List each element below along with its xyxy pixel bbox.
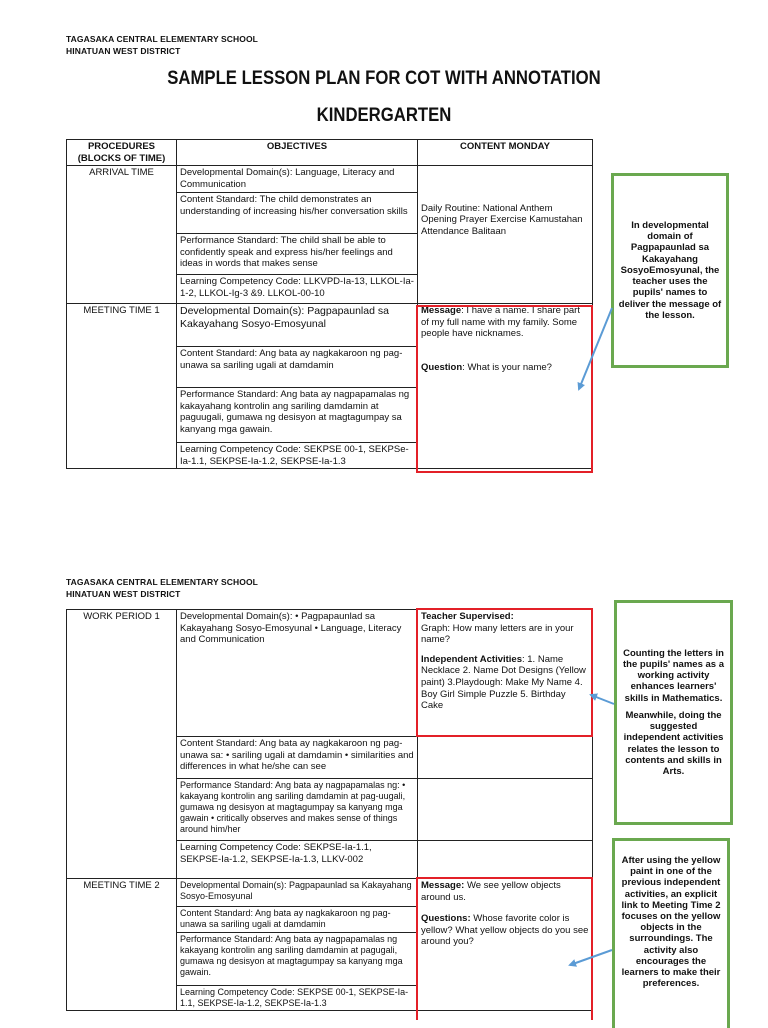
header-objectives: OBJECTIVES xyxy=(177,140,418,166)
objective-performance-standard: Performance Standard: Ang bata ay nagpapamalas ng: • kakayang kontrolin ang sariling damdamin at pag-uugali, gumawa ng desisyon at magtagumpay sa kanyang mga gawain • critically observes and makes sense of things around him/her xyxy=(177,779,418,841)
annotation-text-2b: Meanwhile, doing the suggested independent activities relates the lesson to contents and skills in Arts. xyxy=(623,709,724,777)
message-text: We see yellow objects around us. xyxy=(421,880,561,903)
procedure-meeting-time-2: MEETING TIME 2 xyxy=(67,879,177,1011)
page-title: SAMPLE LESSON PLAN FOR COT WITH ANNOTATION xyxy=(167,68,601,89)
objective-competency-code: Learning Competency Code: SEKPSE-Ia-1.1, SEKPSE-Ia-1.2, SEKPSE-Ia-1.3, LLKV-002 xyxy=(177,841,418,879)
independent-label: Independent Activities xyxy=(421,653,522,665)
questions-label: Questions: xyxy=(421,913,471,925)
district-name: HINATUAN WEST DISTRICT xyxy=(66,589,181,599)
procedure-arrival-time: ARRIVAL TIME xyxy=(67,166,177,304)
message-label: Message xyxy=(421,305,462,317)
page-subtitle: KINDERGARTEN xyxy=(316,105,452,126)
independent-text: : 1. Name Necklace 2. Name Dot Designs (Yellow paint) 3.Playdough: Make My Name 4. Boy Girl Simple Puzzle 5. Birthday Cake xyxy=(421,653,586,712)
objective-domain: Developmental Domain(s): Pagpapaunlad sa Kakayahang Sosyo-Emosyunal xyxy=(177,879,418,907)
objective-performance-standard: Performance Standard: Ang bata ay nagpapamalas ng kakayahang kontrolin ang sariling damdamin at paguugali, gumawa ng desisyon at magtagumpay sa kanyang mga gawain. xyxy=(177,388,418,443)
arrow-2 xyxy=(591,695,614,704)
question-label: Question xyxy=(421,361,463,373)
header-procedures: PROCEDURES (BLOCKS OF TIME) xyxy=(67,140,177,166)
arrow-3 xyxy=(570,950,612,965)
header-content: CONTENT MONDAY xyxy=(418,140,593,166)
objective-content-standard: Content Standard: The child demonstrates an understanding of increasing his/her conversation skills xyxy=(177,193,418,234)
objective-domain: Developmental Domain(s): Pagpapaunlad sa Kakayahang Sosyo-Emosyunal xyxy=(177,304,418,347)
school-name: TAGASAKA CENTRAL ELEMENTARY SCHOOL xyxy=(66,577,258,587)
district-name: HINATUAN WEST DISTRICT xyxy=(66,46,181,56)
annotation-text-1: In developmental domain of Pagpapaunlad sa Kakayahang SosyoEmosyunal, the teacher uses the pupils' names to deliver the message of the lesson. xyxy=(618,220,722,321)
procedure-work-period-1: WORK PERIOD 1 xyxy=(67,610,177,879)
annotation-text-3: After using the yellow paint in one of the previous independent activities, an explicit link to Meeting Time 2 focuses on the yellow objects in the surroundings. The activity also encourages the learners to make their preferences. xyxy=(621,855,721,990)
arrow-1 xyxy=(579,308,612,389)
objective-content-standard: Content Standard: Ang bata ay nagkakaroon ng pag-unawa sa: • sariling ugali at damdamin • similarities and differences in what he/she can see xyxy=(177,737,418,779)
objective-competency-code: Learning Competency Code: SEKPSE 00-1, SEKPSe-Ia-1.1, SEKPSE-Ia-1.2, SEKPSE-Ia-1.3 xyxy=(177,443,418,469)
questions-text: Whose favorite color is yellow? What yellow objects do you see around you? xyxy=(421,913,589,948)
objective-competency-code: Learning Competency Code: SEKPSE 00-1, SEKPSE-Ia-1.1, SEKPSE-Ia-1.2, SEKPSE-Ia-1.3 xyxy=(177,986,418,1011)
question-text: : What is your name? xyxy=(462,361,552,373)
supervised-label: Teacher Supervised: xyxy=(421,611,514,622)
supervised-text: Graph: How many letters are in your name? xyxy=(421,622,574,646)
school-name: TAGASAKA CENTRAL ELEMENTARY SCHOOL xyxy=(66,34,258,44)
procedure-meeting-time-1: MEETING TIME 1 xyxy=(67,304,177,469)
annotation-text-2a: Counting the letters in the pupils' names as a working activity enhances learners' skills in Mathematics. xyxy=(623,647,724,704)
objective-performance-standard: Performance Standard: The child shall be able to confidently speak and express his/her feelings and ideas in words that makes sense xyxy=(177,234,418,275)
objective-domain: Developmental Domain(s): • Pagpapaunlad sa Kakayahang Sosyo-Emosyunal • Language, Literacy and Communication xyxy=(177,610,418,737)
objective-domain: Developmental Domain(s): Language, Literacy and Communication xyxy=(177,166,418,193)
objective-performance-standard: Performance Standard: Ang bata ay nagpapamalas ng kakayang kontrolin ang sariling damdamin at pagugali, gumawa ng desisyon at magtagumpay sa kanyang mga gawain. xyxy=(177,933,418,986)
objective-content-standard: Content Standard: Ang bata ay nagkakaroon ng pag-unawa sa sariling ugali at damdamin xyxy=(177,907,418,933)
content-daily-routine: Daily Routine: National Anthem Opening Prayer Exercise Kamustahan Attendance Balitaan xyxy=(418,166,593,304)
objective-content-standard: Content Standard: Ang bata ay nagkakaroon ng pag-unawa sa sariling ugali at damdamin xyxy=(177,347,418,388)
objective-competency-code: Learning Competency Code: LLKVPD-Ia-13, LLKOL-Ia-1-2, LLKOL-Ig-3 &9. LLKOL-00-10 xyxy=(177,275,418,304)
message-label: Message: xyxy=(421,880,465,891)
message-text: : I have a name. I share part of my full name with my family. Some people have nicknames. xyxy=(421,305,580,340)
